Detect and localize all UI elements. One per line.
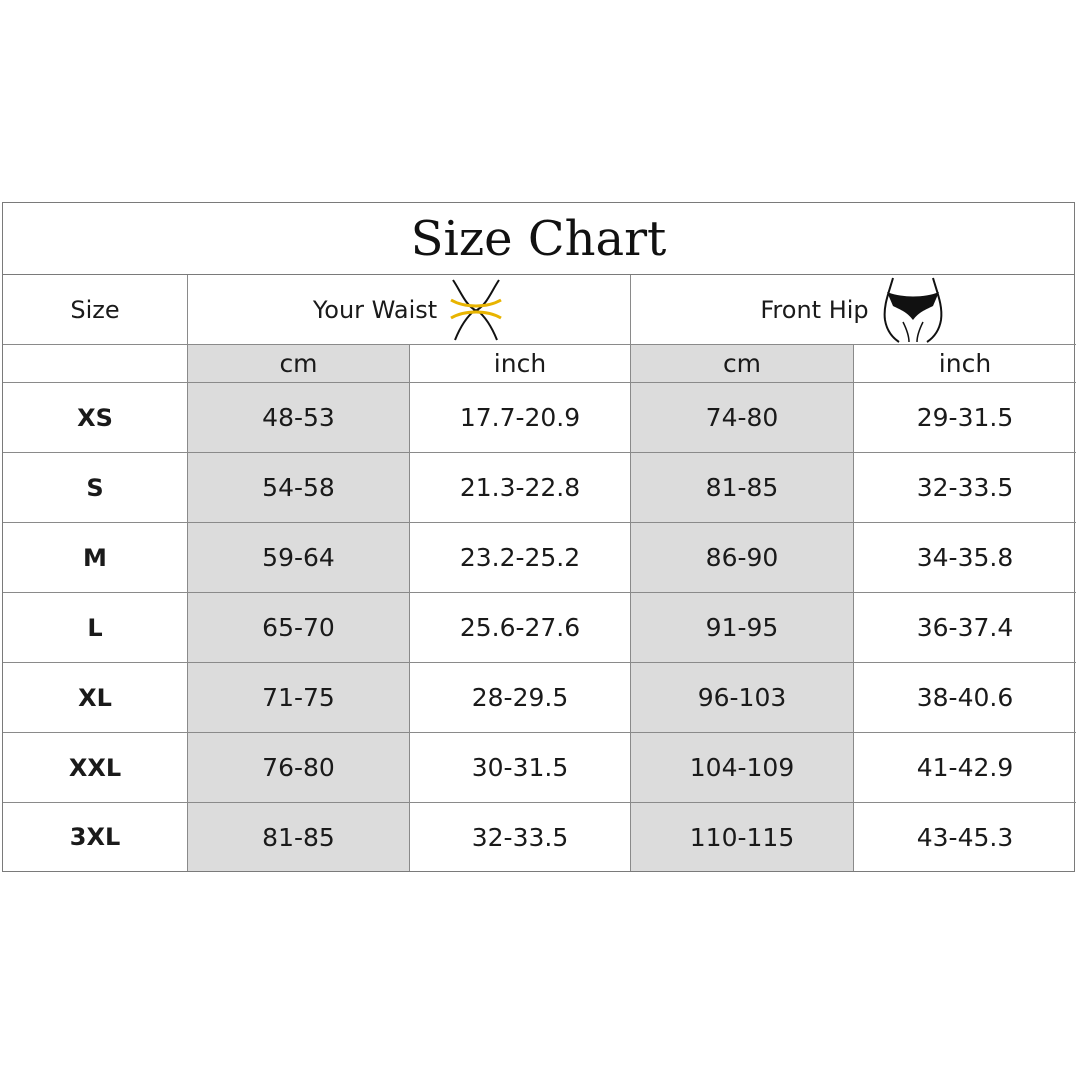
hip-cm-cell: 81-85	[631, 453, 854, 523]
size-cell: XXL	[3, 733, 188, 803]
table-row	[3, 383, 1074, 453]
waist-inch-cell: 17.7-20.9	[410, 383, 631, 453]
waist-cm-unit: cm	[188, 345, 410, 383]
waist-inch-cell: 25.6-27.6	[410, 593, 631, 663]
hip-inch-cell: 41-42.9	[854, 733, 1076, 803]
units-row	[3, 345, 1074, 383]
waist-inch-unit: inch	[410, 345, 631, 383]
waist-cm-cell: 65-70	[188, 593, 410, 663]
hip-inch-cell: 38-40.6	[854, 663, 1076, 733]
waist-cm-cell: 71-75	[188, 663, 410, 733]
waist-cm-cell: 48-53	[188, 383, 410, 453]
hip-inch-cell: 29-31.5	[854, 383, 1076, 453]
waist-cm-cell: 76-80	[188, 733, 410, 803]
size-cell: 3XL	[3, 803, 188, 871]
table-row	[3, 803, 1074, 871]
waist-cm-cell: 54-58	[188, 453, 410, 523]
hip-inch-cell: 32-33.5	[854, 453, 1076, 523]
size-header: Size	[70, 295, 120, 324]
table-row	[3, 733, 1074, 803]
hip-cm-cell: 74-80	[631, 383, 854, 453]
size-chart-table	[2, 202, 1075, 872]
waist-header-cell	[188, 275, 631, 345]
size-header-cell	[3, 275, 188, 345]
hip-measure-icon	[879, 276, 947, 344]
waist-cm-cell: 59-64	[188, 523, 410, 593]
hip-cm-unit: cm	[631, 345, 854, 383]
chart-title: Size Chart	[410, 210, 667, 267]
units-blank-cell	[3, 345, 188, 383]
hip-inch-unit: inch	[854, 345, 1076, 383]
waist-cm-cell: 81-85	[188, 803, 410, 871]
size-cell: S	[3, 453, 188, 523]
table-row	[3, 453, 1074, 523]
hip-cm-cell: 110-115	[631, 803, 854, 871]
table-row	[3, 663, 1074, 733]
hip-inch-cell: 43-45.3	[916, 822, 1014, 852]
hip-cm-cell: 86-90	[631, 523, 854, 593]
hip-cm-cell: 104-109	[631, 733, 854, 803]
size-cell: L	[3, 593, 188, 663]
waist-header: Your Waist	[312, 295, 438, 324]
table-row	[3, 523, 1074, 593]
hip-cm-cell: 91-95	[631, 593, 854, 663]
header-row	[3, 275, 1074, 345]
hip-header-cell	[631, 275, 1076, 345]
waist-inch-cell: 30-31.5	[410, 733, 631, 803]
size-cell: XS	[3, 383, 188, 453]
waist-inch-cell: 32-33.5	[410, 803, 631, 871]
title-row	[3, 203, 1074, 275]
table-row	[3, 593, 1074, 663]
waist-inch-cell: 21.3-22.8	[410, 453, 631, 523]
hip-header: Front Hip	[760, 295, 869, 324]
hip-inch-cell: 34-35.8	[854, 523, 1076, 593]
size-cell: M	[3, 523, 188, 593]
waist-inch-cell: 28-29.5	[410, 663, 631, 733]
waist-inch-cell: 23.2-25.2	[410, 523, 631, 593]
size-cell: XL	[3, 663, 188, 733]
hip-inch-cell: 36-37.4	[854, 593, 1076, 663]
hip-cm-cell: 96-103	[631, 663, 854, 733]
waist-measure-icon	[447, 278, 505, 342]
